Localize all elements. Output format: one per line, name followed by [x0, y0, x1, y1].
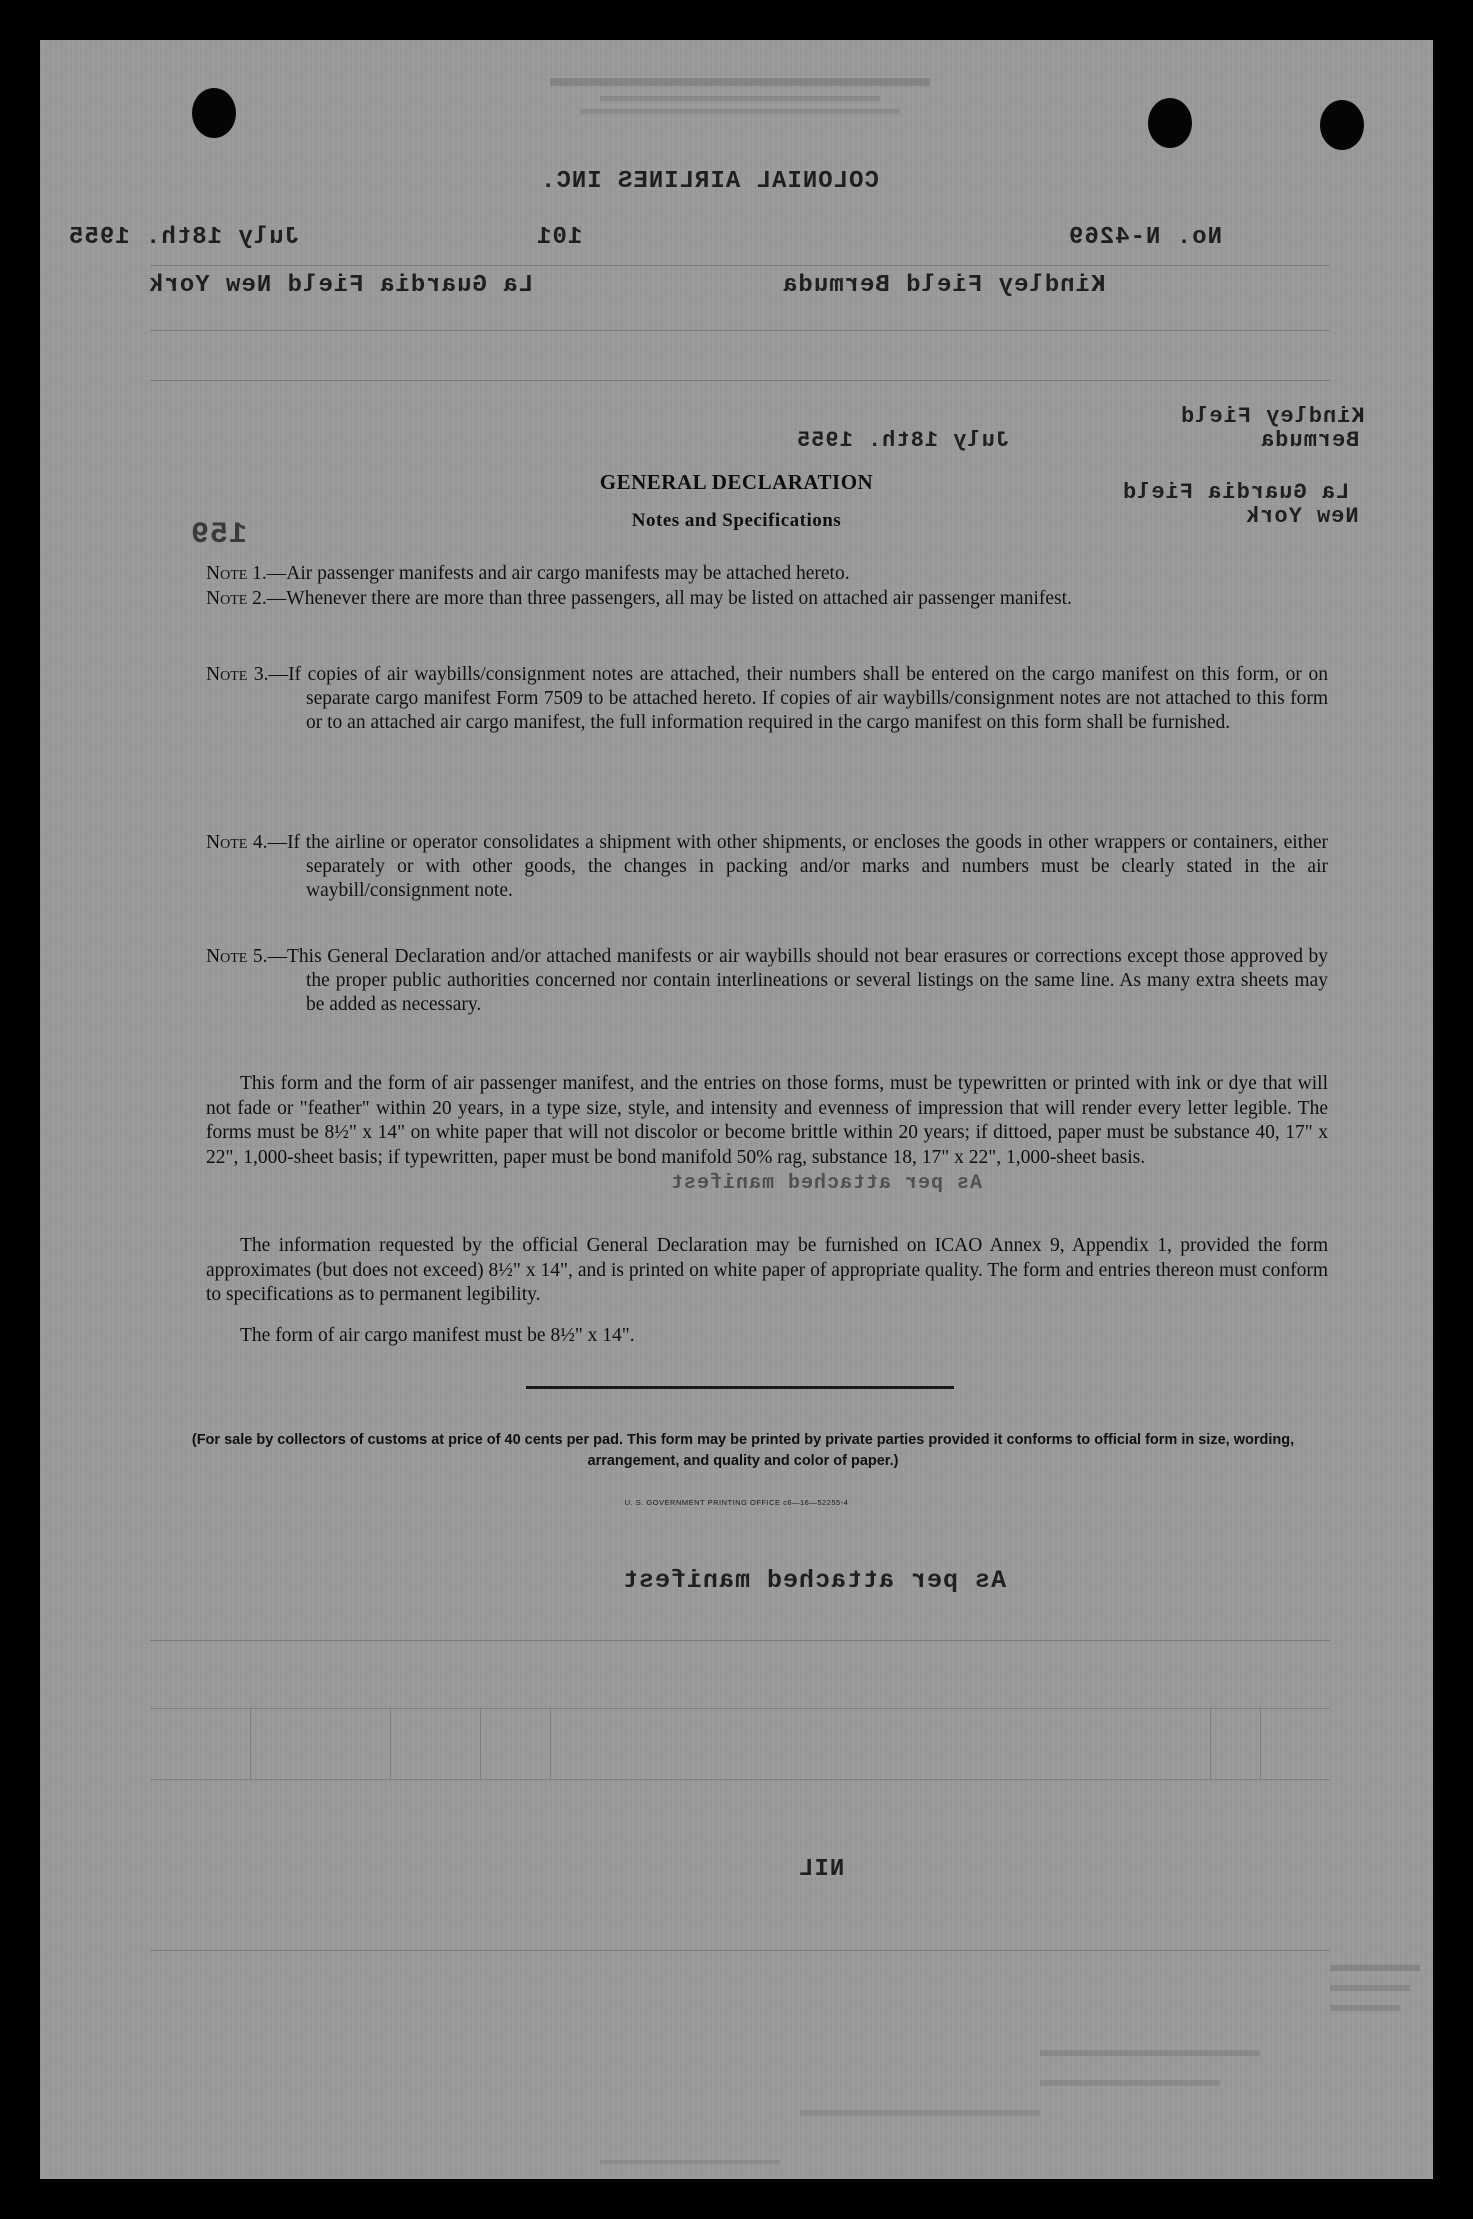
- note-5-text: —This General Declaration and/or attached manifests or air waybills should not bear erasures or corrections except those approved by the proper public authorities concerned nor contain interlineations or several listings on the same line. As many extra sheets may be added as necessary.: [267, 946, 1329, 1015]
- note-3-label: Note 3.: [206, 664, 269, 685]
- arrival-line-1: La Guardia Field: [1122, 480, 1350, 505]
- note-5-label: Note 5.: [206, 946, 268, 967]
- note-1-text: —Air passenger manifests and air cargo manifests may be attached hereto.: [266, 563, 850, 584]
- departure-line-1: Kindley Field: [1180, 404, 1365, 429]
- faint-text-block: [1330, 2005, 1400, 2011]
- faint-form-rule: [150, 330, 1330, 331]
- cargo-entry: NIL: [798, 1856, 845, 1883]
- faint-text-block: [800, 2110, 1040, 2116]
- flight-number: 101: [536, 224, 583, 251]
- arrival-line-2: New York: [1245, 504, 1359, 529]
- passenger-manifest-show-through: As per attached manifest: [670, 1172, 983, 1195]
- document-sheet: [40, 40, 1433, 2179]
- note-3: [206, 663, 1328, 735]
- note-2-text: —Whenever there are more than three passengers, all may be listed on attached air passenger manifest.: [266, 588, 1072, 609]
- company-name: COLONIAL AIRLINES INC.: [540, 168, 879, 195]
- faint-text-block: [600, 2160, 780, 2164]
- note-1: [206, 562, 1328, 586]
- faint-text-block: [1330, 1965, 1420, 1971]
- passengers-entry: As per attached manifest: [622, 1566, 1007, 1595]
- faint-text-block: [1040, 2080, 1220, 2086]
- date-top: July 18th. 1955: [68, 224, 300, 251]
- punch-hole-right-1: [1148, 98, 1192, 148]
- faint-form-rule: [150, 1950, 1330, 1951]
- departure-line-2: Bermuda: [1260, 428, 1360, 453]
- faint-form-rule: [150, 380, 1330, 381]
- faint-form-rule: [150, 1640, 1330, 1641]
- faint-text-block: [1040, 2050, 1260, 2056]
- note-4-text: —If the airline or operator consolidates a shipment with other shipments, or encloses the goods in other wrappers or containers, either separately or with other goods, the changes in packing and/or marks and numbers must be clearly stated in the air waybill/consignment note.: [267, 832, 1328, 901]
- note-2: [206, 587, 1328, 611]
- faint-cargo-grid: [150, 1708, 1330, 1780]
- divider-rule: [526, 1386, 954, 1389]
- paragraph-cargo-manifest-size: The form of air cargo manifest must be 8½" x 14".: [240, 1325, 635, 1346]
- faint-text-block: [1330, 1985, 1410, 1991]
- punch-hole-right-2: [1320, 100, 1364, 150]
- note-3-text: —If copies of air waybills/consignment notes are attached, their numbers shall be entered on the cargo manifest on this form, or on separate cargo manifest Form 7509 to be attached hereto. If copies of air waybills/consignment notes are not attached to this form or to an attached air cargo manifest, the full information required in the cargo manifest on this form shall be furnished.: [268, 664, 1328, 733]
- page-mark: 159: [190, 518, 248, 552]
- faint-header-show-through: [510, 68, 970, 138]
- to-place: La Guardia Field New York: [148, 272, 534, 299]
- note-2-label: Note 2.: [206, 588, 267, 609]
- note-4: [206, 831, 1328, 903]
- printer-line: U. S. GOVERNMENT PRINTING OFFICE c6—16—52255-4: [624, 1498, 849, 1507]
- paragraph-icao-annex: The information requested by the official General Declaration may be furnished on ICAO Annex 9, Appendix 1, provided the form approximates (but does not exceed) 8½" x 14", and is printed on white paper of appropriate quality. The form and entries thereon must conform to specifications as to permanent legibility.: [206, 1235, 1328, 1305]
- sale-notice: (For sale by collectors of customs at price of 40 cents per pad. This form may be printed by private parties provided it conforms to official form in size, wording, arrangement, and quality and color of paper.): [191, 1432, 1295, 1469]
- note-5: [206, 945, 1328, 1017]
- note-4-label: Note 4.: [206, 832, 268, 853]
- from-place: Kindley Field Bermuda: [782, 272, 1106, 299]
- date-middle: July 18th. 1955: [796, 428, 1010, 453]
- faint-form-rule: [150, 265, 1330, 266]
- note-1-label: Note 1.: [206, 563, 267, 584]
- manifest-number: No. N-4269: [1068, 224, 1223, 251]
- form-subtitle: Notes and Specifications: [631, 510, 842, 531]
- form-title: GENERAL DECLARATION: [599, 470, 874, 494]
- punch-hole-left: [192, 88, 236, 138]
- paragraph-typewriting-requirements: This form and the form of air passenger manifest, and the entries on those forms, must be typewritten or printed with ink or dye that will not fade or "feather" within 20 years, in a type size, style, and intensity and evenness of impression that will render every letter legible. The forms must be 8½" x 14" on white paper that will not discolor or become brittle within 20 years; if dittoed, paper must be substance 40, 17" x 22", 1,000-sheet basis; if typewritten, paper must be bond manifold 50% rag, substance 18, 17" x 22", 1,000-sheet basis.: [206, 1073, 1328, 1168]
